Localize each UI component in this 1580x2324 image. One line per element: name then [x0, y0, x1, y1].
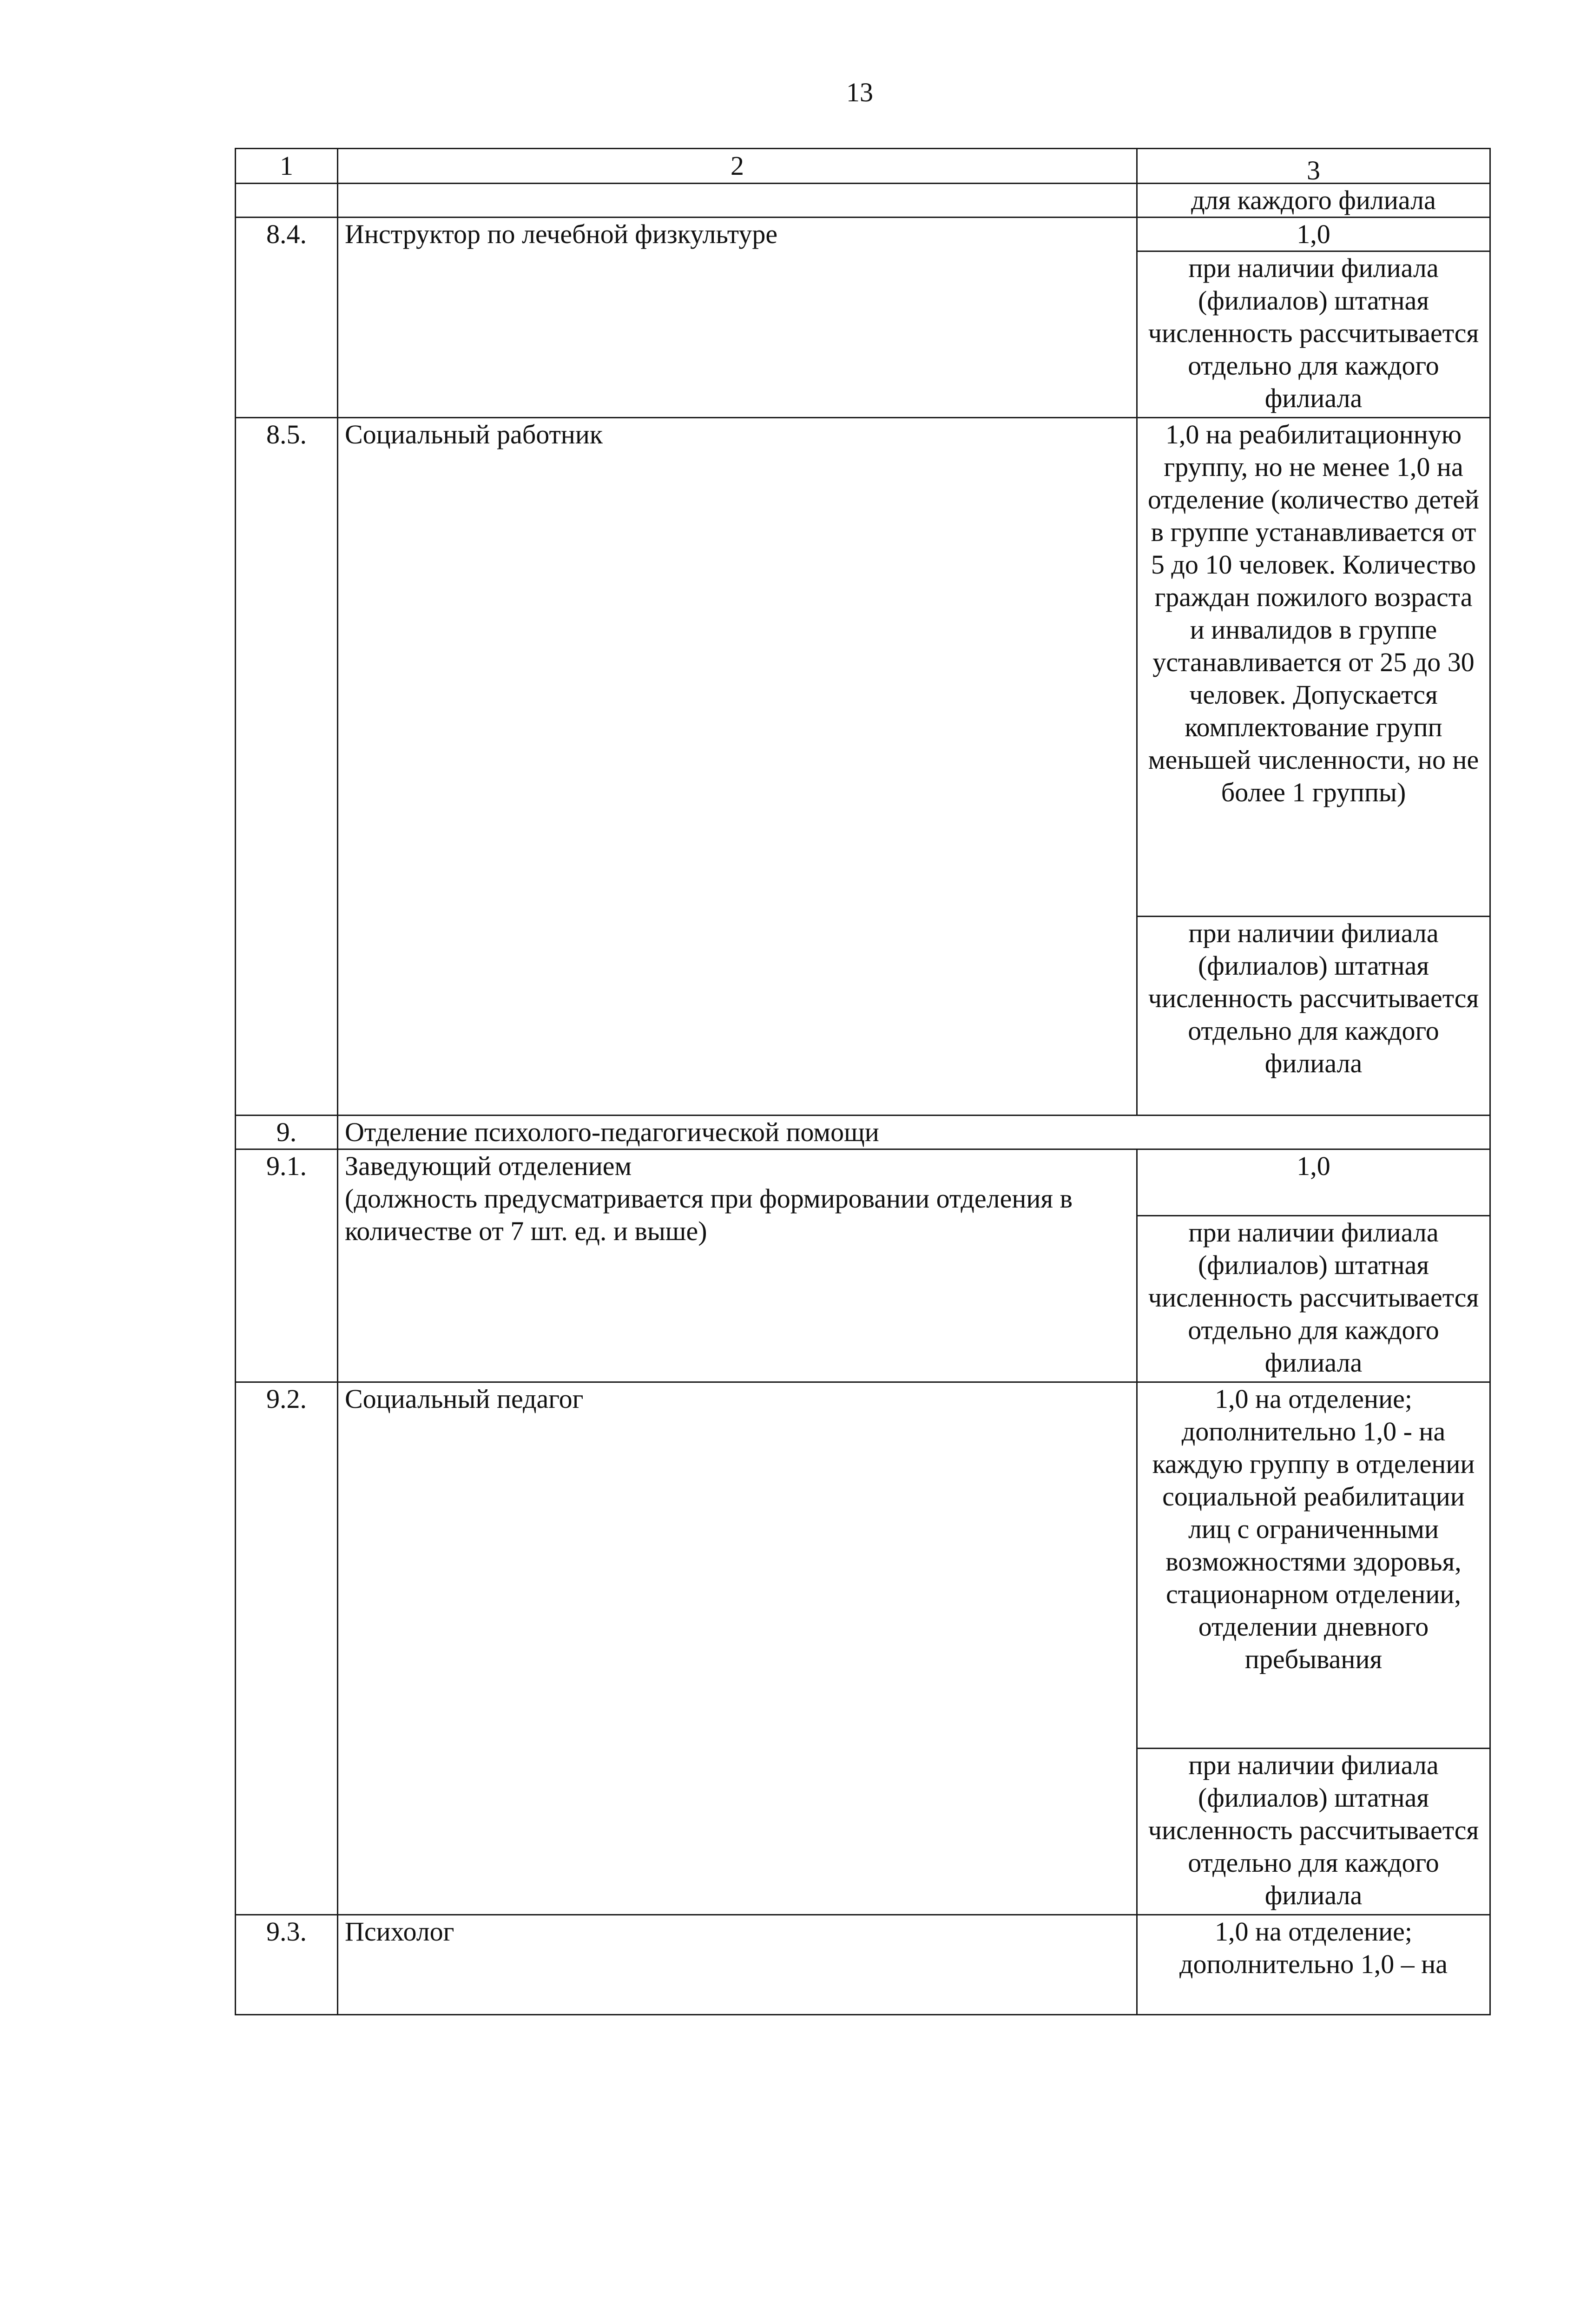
- staff-norm: 1,0: [1137, 1149, 1490, 1216]
- table-row-9-2: [236, 1382, 1490, 1749]
- position-name: Социальный работник: [338, 418, 1137, 1116]
- table-row-9-3: [236, 1915, 1490, 2015]
- table-row-8-4: [236, 218, 1490, 251]
- row-number: 9.2.: [236, 1382, 338, 1915]
- column-header-3: [1137, 149, 1490, 184]
- page-number: 13: [846, 77, 873, 107]
- branch-note: при наличии филиала (филиалов) штатная численность рассчитывается отдельно для каждого филиала: [1137, 1749, 1490, 1915]
- position-name: Психолог: [338, 1915, 1137, 2015]
- row-number: 9.3.: [236, 1915, 338, 2015]
- position-cell: [338, 1149, 1137, 1382]
- position-name: Инструктор по лечебной физкультуре: [338, 218, 1137, 418]
- table-row-8-5: [236, 418, 1490, 917]
- row-number: 9.: [236, 1116, 338, 1149]
- table-row-carry-over: [236, 184, 1490, 218]
- column-header-1: 1: [236, 149, 338, 184]
- column-header-2: 2: [338, 149, 1137, 184]
- staff-norm: 1,0 на реабилитационную группу, но не менее 1,0 на отделение (количество детей в группе устанавливается от 5 до 10 человек. Количество граждан пожилого возраста и инвалидов в группе устанавливается от 25 до 30 человек. Допускается комплектование групп меньшей численности, но не более 1 группы): [1137, 418, 1490, 917]
- table-row-9-section: [236, 1116, 1490, 1149]
- staff-norm: 1,0 на отделение; дополнительно 1,0 – на: [1137, 1915, 1490, 2015]
- branch-note: при наличии филиала (филиалов) штатная численность рассчитывается отдельно для каждого филиала: [1137, 1216, 1490, 1382]
- table-row-9-1: [236, 1149, 1490, 1216]
- branch-note: при наличии филиала (филиалов) штатная численность рассчитывается отдельно для каждого филиала: [1137, 251, 1490, 418]
- position-name: Социальный педагог: [338, 1382, 1137, 1915]
- row-number: 8.5.: [236, 418, 338, 1116]
- row-number-empty: [236, 184, 338, 218]
- staffing-table: [235, 148, 1491, 2015]
- row-number: 8.4.: [236, 218, 338, 418]
- section-title: Отделение психолого-педагогической помощи: [338, 1116, 1490, 1149]
- staff-norm: 1,0 на отделение; дополнительно 1,0 - на каждую группу в отделении социальной реабилитации лиц с ограниченными возможностями здоровья, стационарном отделении, отделении дневного пребывания: [1137, 1382, 1490, 1749]
- table-header-row: [236, 149, 1490, 184]
- carry-over-text: для каждого филиала: [1137, 184, 1490, 218]
- row-number: 9.1.: [236, 1149, 338, 1382]
- branch-note: при наличии филиала (филиалов) штатная численность рассчитывается отдельно для каждого филиала: [1137, 917, 1490, 1116]
- column-header-3-label: 3: [1307, 155, 1320, 185]
- position-name: Заведующий отделением: [345, 1151, 632, 1181]
- staff-norm: 1,0: [1137, 218, 1490, 251]
- position-note: (должность предусматривается при формировании отделения в количестве от 7 шт. ед. и выше): [345, 1183, 1073, 1246]
- position-empty: [338, 184, 1137, 218]
